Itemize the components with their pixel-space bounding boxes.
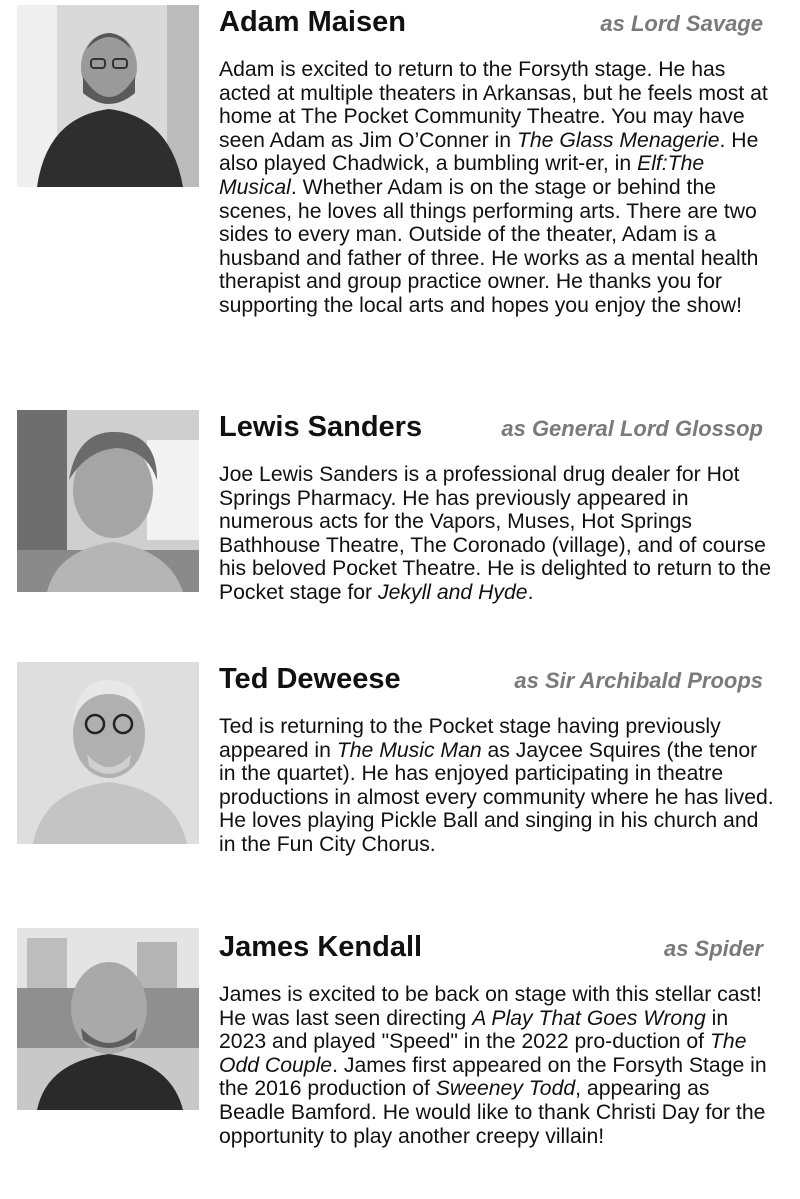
bio-text: James is excited to be back on stage with this stellar cast! He was last seen directing [219, 983, 762, 1030]
headshot-photo [17, 662, 199, 844]
bio-text: as Jaycee Squires (the tenor in the quartet). He has enjoyed participating in theatre productions in almost every community where he has lived. He loves playing Pickle Ball and singing in his church and in the Fun City Chorus. [219, 738, 774, 856]
bio-title-italic: Sweeney Todd [435, 1077, 576, 1101]
bio-title-italic: Elf:The Musical [219, 152, 705, 199]
bio-text: . Whether Adam is on the stage or behind the scenes, he loves all things performing arts. There are two sides to every man. Outside of the theater, Adam is a husband and father of three. He works as a mental health therapist and group practice owner. He thanks you for supporting the local arts and hopes you enjoy the show! [219, 175, 759, 317]
bio-text: Ted is returning to the Pocket stage having previously appeared in [219, 715, 721, 762]
headshot-photo [17, 410, 199, 592]
cast-entry-header [219, 411, 779, 451]
character-role: as General Lord Glossop [501, 416, 763, 441]
bio-title-italic: Jekyll and Hyde [378, 580, 528, 604]
actor-bio [219, 58, 779, 318]
character-role: as Spider [663, 936, 763, 961]
bio-text: Joe Lewis Sanders is a professional drug dealer for Hot Springs Pharmacy. He has previously appeared in numerous acts for the Vapors, Muses, Hot Springs Bathhouse Theatre, The Coronado (village), and of course his beloved Pocket Theatre. He is delighted to return to the Pocket stage for [219, 463, 771, 604]
bio-title-italic: The Glass Menagerie [516, 128, 720, 152]
bio-text: . He also played Chadwick, a bumbling writ-er, in [219, 128, 759, 176]
bio-text: . [527, 580, 534, 604]
bio-title-italic: A Play That Goes Wrong [472, 1006, 706, 1030]
actor-bio [219, 463, 779, 605]
cast-entry-text [219, 411, 779, 605]
character-role: as Lord Savage [600, 11, 763, 36]
cast-entry-header [219, 931, 779, 971]
cast-entry-header [219, 663, 779, 703]
headshot-photo [17, 5, 199, 187]
bio-text: Adam is excited to return to the Forsyth stage. He has acted at multiple theaters in Arkansas, but he feels most at home at The Pocket Community Theatre. You may have seen Adam as Jim O’Conner in [219, 58, 768, 152]
bio-text: in 2023 and played "Speed" in the 2022 pro-duction of [219, 1006, 729, 1054]
bio-title-italic: The Music Man [336, 738, 482, 762]
actor-name: Ted Deweese [219, 663, 401, 695]
actor-bio [219, 715, 779, 857]
cast-entry-text [219, 931, 779, 1148]
bio-text: , appearing as Beadle Bamford. He would like to thank Christi Day for the opportunity to play another creepy villain! [219, 1077, 766, 1148]
bio-text: . James first appeared on the Forsyth Stage in the 2016 production of [219, 1053, 767, 1101]
actor-bio [219, 983, 779, 1148]
cast-entry-text [219, 6, 779, 318]
actor-name: James Kendall [219, 931, 423, 963]
cast-entry-header [219, 6, 779, 46]
character-role: as Sir Archibald Proops [514, 668, 763, 693]
actor-name: Lewis Sanders [219, 411, 423, 443]
headshot-photo [17, 928, 199, 1110]
cast-entry-text [219, 663, 779, 857]
actor-name: Adam Maisen [219, 6, 406, 38]
bio-title-italic: The Odd Couple [219, 1030, 747, 1077]
